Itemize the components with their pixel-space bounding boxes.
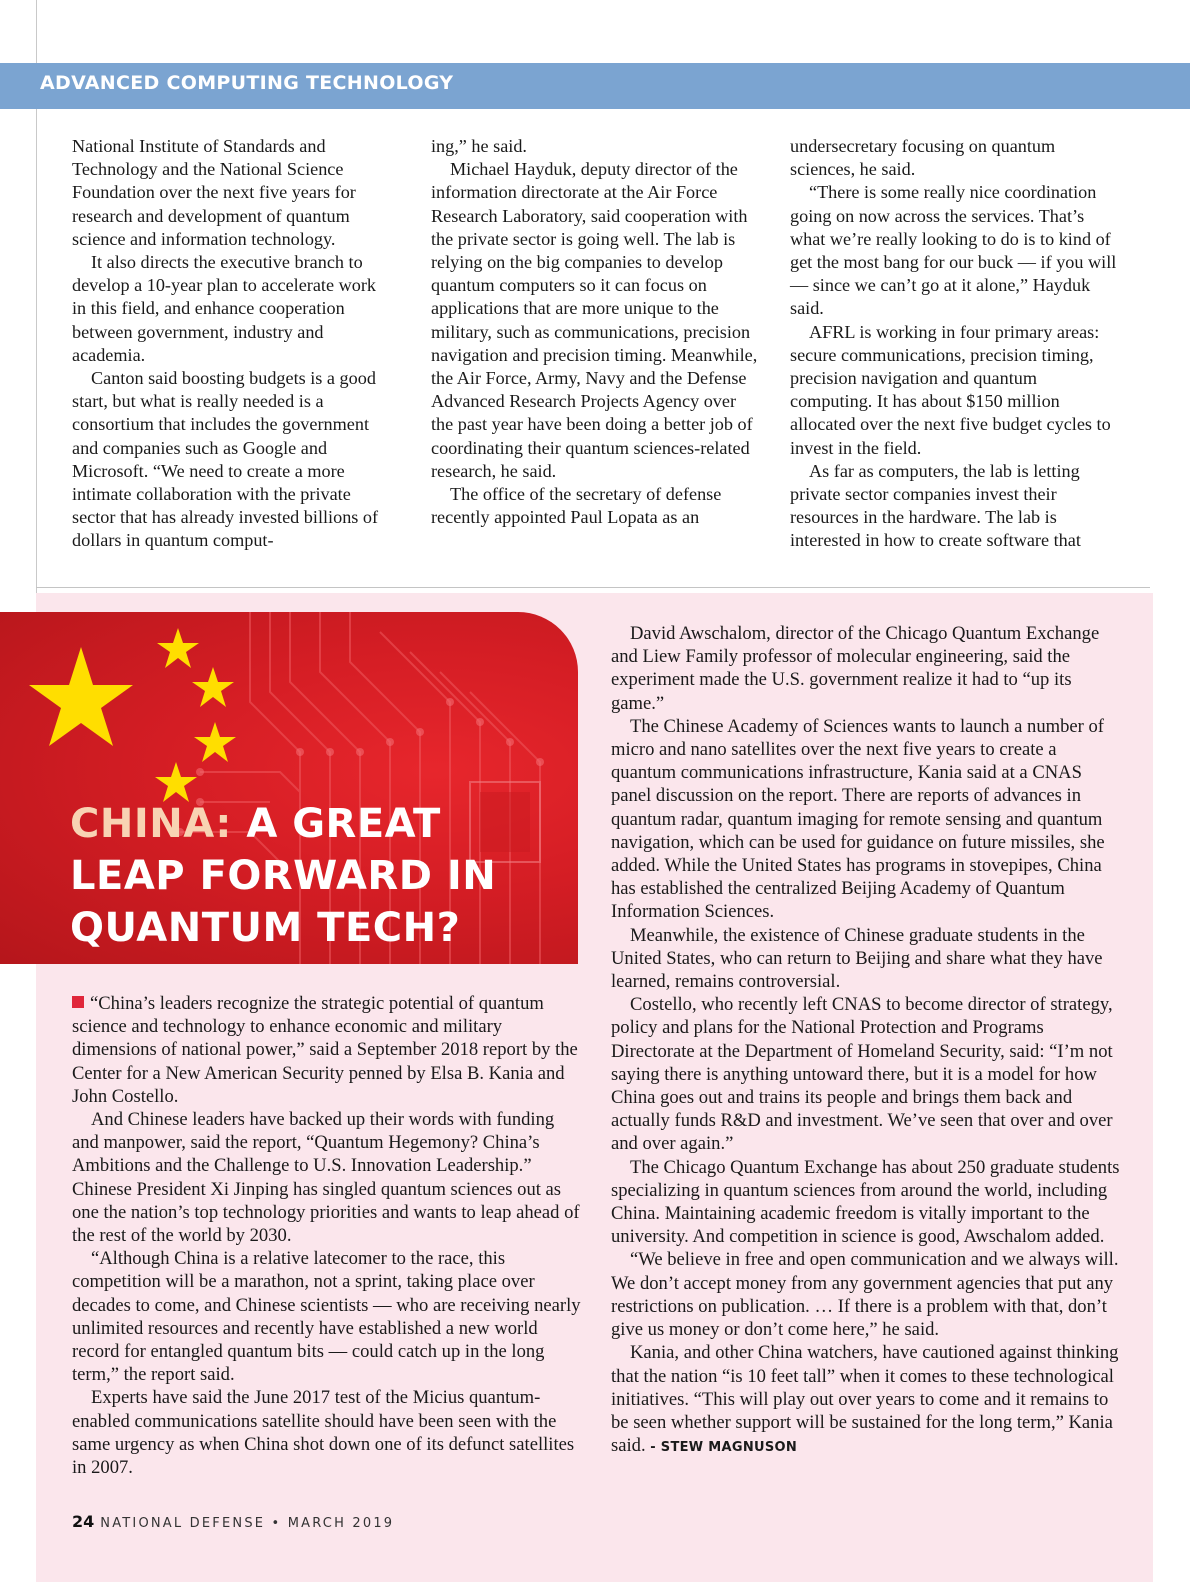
sidebar-paragraph <box>611 1341 1123 1459</box>
sidebar-paragraph: The Chinese Academy of Sciences wants to launch a number of micro and nano satellites over the next five years to create a quantum communications infrastructure, Kania said at a CNAS panel discussion on the report. There are reports of advances in quantum radar, quantum imaging for remote sensing and quantum navigation, which can be used for guidance on future missiles, she added. While the United States has programs in stovepipes, China has established the centralized Beijing Academy of Quantum Information Sciences. <box>611 715 1105 923</box>
sidebar-paragraph: David Awschalom, director of the Chicago Quantum Exchange and Liew Family professor of molecular engineering, said the experiment made the U.S. government realize it had to “up its game.” <box>611 623 1100 714</box>
author-byline: - STEW MAGNUSON <box>650 1440 798 1456</box>
article-paragraph: As far as computers, the lab is letting private sector companies invest their resources in the hardware. The lab is interested in how to create software that <box>790 460 1081 551</box>
article-column-3 <box>790 135 1120 553</box>
article-paragraph: Michael Hayduk, deputy director of the information directorate at the Air Force Research Laboratory, said cooperation with the private sector is going well. The lab is relying on the big companies to develop quantum computers so it can focus on applications that are more unique to the military, such as communications, precision navigation and precision timing. Meanwhile, the Air Force, Army, Navy and the Defense Advanced Research Projects Agency over the past year have been doing a better job of coordinating their quantum sciences-related research, he said. <box>431 159 758 481</box>
flag-star-icon <box>29 628 236 802</box>
article-paragraph: undersecretary focusing on quantum sciences, he said. <box>790 136 1056 180</box>
article-column-1 <box>72 135 390 553</box>
square-bullet-icon <box>72 996 84 1008</box>
sidebar-paragraph <box>72 992 584 1108</box>
article-paragraph: National Institute of Standards and Technology and the National Science Foundation over the next five years for research and development of quantum science and information technology. <box>72 136 356 249</box>
publication-info: NATIONAL DEFENSE • MARCH 2019 <box>100 1516 395 1531</box>
headline-accent: CHINA: <box>70 801 232 847</box>
sidebar-paragraph: “We believe in free and open communication and we always will. We don’t accept money from any government agencies that put any restrictions on publication. … If there is a problem with that, don’t give us money or don’t come here,” he said. <box>611 1249 1119 1341</box>
sidebar-paragraph-text: Kania, and other China watchers, have cautioned against thinking that the nation “is 10 feet tall” when it comes to these technological initiatives. “This will play out over years to come and it remains to be seen whether support will be sustained for the long term,” Kania said. <box>611 1342 1119 1457</box>
sidebar-paragraph: Experts have said the June 2017 test of the Micius quantum-enabled communications satellite should have been seen with the same urgency as when China shot down one of its defunct satellites in 2007. <box>72 1387 575 1479</box>
article-paragraph: ing,” he said. <box>431 136 527 156</box>
article-paragraph: The office of the secretary of defense recently appointed Paul Lopata as an <box>431 484 722 528</box>
article-paragraph: AFRL is working in four primary areas: secure communications, precision timing, precision navigation and quantum computing. It has about $150 million allocated over the next five budget cycles to invest in the field. <box>790 321 1111 458</box>
sidebar-paragraph: Costello, who recently left CNAS to become director of strategy, policy and plans for the National Protection and Programs Directorate at the Department of Homeland Security, said: “I’m not saying there is anything untoward there, but it is a model for how China goes out and trains its people and brings them back and actually funds R&D and investment. We’ve seen that over and over and over again.” <box>611 994 1113 1155</box>
article-column-2 <box>431 135 761 529</box>
headline-rest: A GREAT LEAP FORWARD IN QUANTUM TECH? <box>70 801 497 951</box>
section-divider <box>36 587 1150 588</box>
sidebar-paragraph: Meanwhile, the existence of Chinese graduate students in the United States, who can return to Beijing and share what they have learned, remains controversial. <box>611 924 1103 993</box>
sidebar-paragraph-text: “China’s leaders recognize the strategic potential of quantum science and technology to enhance economic and military dimensions of national power,” said a September 2018 report by the Center for a New American Security penned by Elsa B. Kania and John Costello. <box>72 993 578 1107</box>
section-title: ADVANCED COMPUTING TECHNOLOGY <box>40 72 454 94</box>
page-footer <box>72 1512 394 1531</box>
sidebar-column-1 <box>72 992 584 1479</box>
sidebar-column-2 <box>611 622 1123 1459</box>
sidebar-headline <box>70 798 570 954</box>
article-paragraph: “There is some really nice coordination going on now across the services. That’s what we’re really looking to do is to kind of get the most bang for our buck — if you will — since we can’t go at it alone,” Hayduk said. <box>790 182 1117 319</box>
sidebar-paragraph: “Although China is a relative latecomer to the race, this competition will be a marathon, not a sprint, taking place over decades to come, and Chinese scientists — who are receiving nearly unlimited resources and recently have established a new world record for entangled quantum bits — could catch up in the long term,” the report said. <box>72 1248 581 1386</box>
sidebar-paragraph: And Chinese leaders have backed up their words with funding and manpower, said the report, “Quantum Hegemony? China’s Ambitions and the Challenge to U.S. Innovation Leadership.” Chinese President Xi Jinping has singled quantum sciences out as one the nation’s top technology priorities and wants to leap ahead of the rest of the world by 2030. <box>72 1109 580 1247</box>
article-paragraph: It also directs the executive branch to develop a 10-year plan to accelerate work in this field, and enhance cooperation between government, industry and academia. <box>72 252 376 365</box>
article-paragraph: Canton said boosting budgets is a good start, but what is really needed is a consortium that includes the government and companies such as Google and Microsoft. “We need to create a more intimate collaboration with the private sector that has already invested billions of dollars in quantum comput- <box>72 368 379 551</box>
sidebar-paragraph: The Chicago Quantum Exchange has about 250 graduate students specializing in quantum sciences from around the world, including China. Maintaining academic freedom is vitally important to the university. And competition in science is good, Awschalom added. <box>611 1156 1120 1248</box>
page-number: 24 <box>72 1512 95 1531</box>
